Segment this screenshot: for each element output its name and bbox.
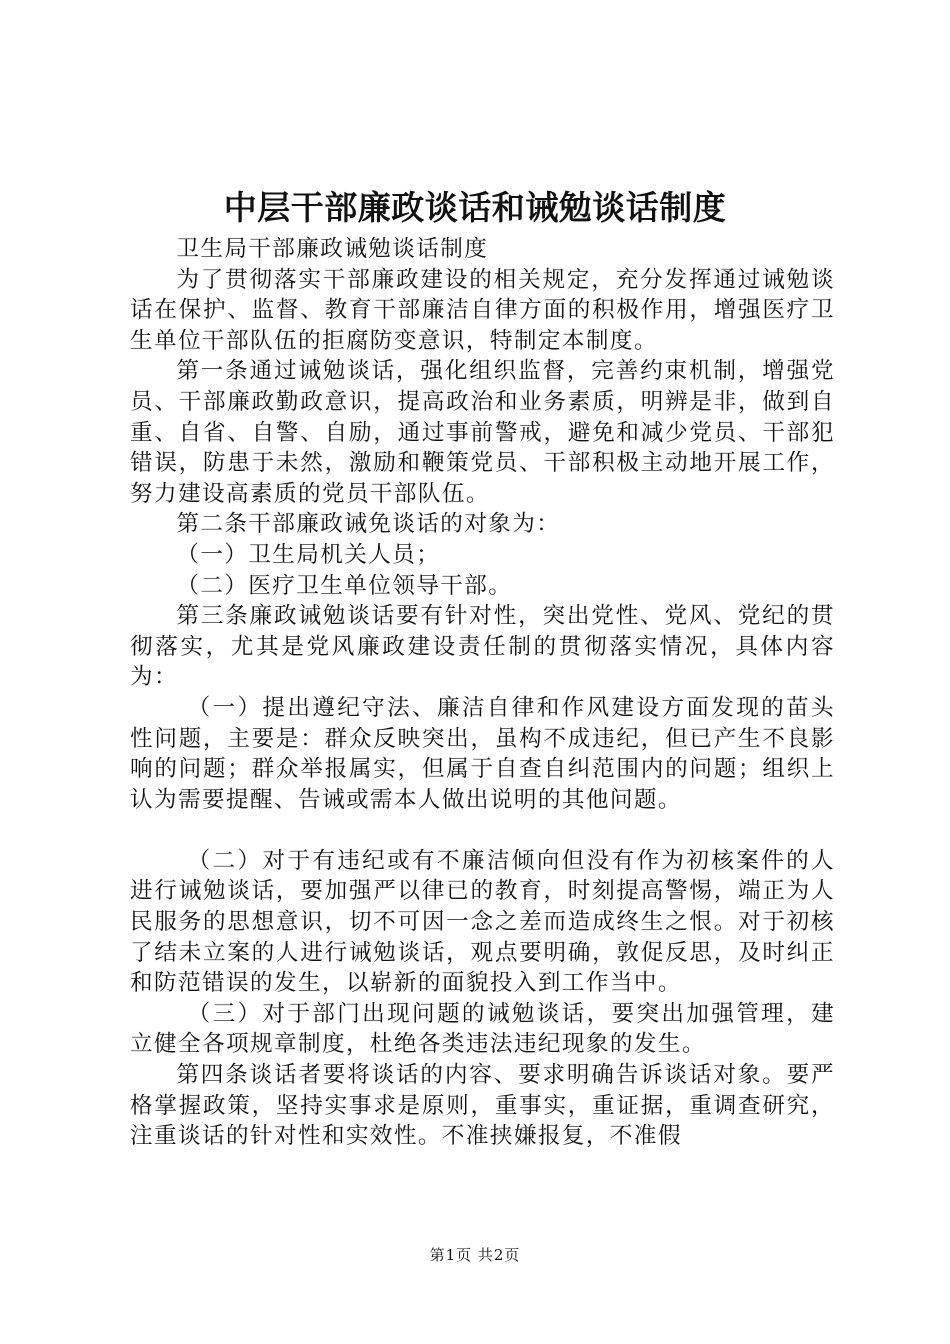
- document-body: [130, 234, 835, 1152]
- article-3-item-3: （三）对于部门出现问题的诫勉谈话，要突出加强管理，建立健全各项规章制度，杜绝各类违法违纪现象的发生。: [130, 1000, 835, 1058]
- article-2-item-1: （一）卫生局机关人员；: [176, 541, 441, 568]
- intro-paragraph: 为了贯彻落实干部廉政建设的相关规定，充分发挥通过诫勉谈话在保护、监督、教育干部廉洁自律方面的积极作用，增强医疗卫生单位干部队伍的拒腐防变意识，特制定本制度。: [130, 266, 835, 354]
- article-3-item-1: （一）提出遵纪守法、廉洁自律和作风建设方面发现的苗头性问题，主要是：群众反映突出，虽构不成违纪，但已产生不良影响的问题；群众举报属实，但属于自查自纠范围内的问题；组织上认为需要提醒、告诫或需本人做出说明的其他问题。: [130, 694, 835, 813]
- page-number-footer: 第1页 共2页: [429, 1246, 521, 1264]
- article-1-paragraph: 第一条通过诫勉谈话，强化组织监督，完善约束机制，增强党员、干部廉政勤政意识，提高政治和业务素质，明辨是非，做到自重、自省、自警、自励，通过事前警戒，避免和减少党员、干部犯错误，防患于未然，激励和鞭策党员、干部积极主动地开展工作，努力建设高素质的党员干部队伍。: [130, 358, 835, 507]
- article-3-paragraph: 第三条廉政诫勉谈话要有针对性，突出党性、党风、党纪的贯彻落实，尤其是党风廉政建设责任制的贯彻落实情况，具体内容为：: [130, 603, 835, 691]
- article-2-paragraph: 第二条干部廉政诫免谈话的对象为：: [176, 511, 561, 538]
- article-3-item-2: （二）对于有违纪或有不廉洁倾向但没有作为初核案件的人进行诫勉谈话，要加强严以律已的教育，时刻提高警惕，端正为人民服务的思想意识，切不可因一念之差而造成终生之恨。对于初核了结未立案的人进行诫勉谈话，观点要明确，敦促反思，及时纠正和防范错误的发生，以崭新的面貌投入到工作当中。: [130, 847, 835, 997]
- article-2-item-2: （二）医疗卫生单位领导干部。: [176, 572, 513, 599]
- document-title: 中层干部廉政谈话和诫勉谈话制度: [223, 188, 727, 227]
- subtitle-paragraph: 卫生局干部廉政诫勉谈话制度: [176, 236, 489, 262]
- article-4-paragraph: 第四条谈话者要将谈话的内容、要求明确告诉谈话对象。要严格掌握政策，坚持实事求是原则，重事实，重证据，重调查研究，注重谈话的针对性和实效性。不准挟嫌报复，不准假: [130, 1062, 835, 1150]
